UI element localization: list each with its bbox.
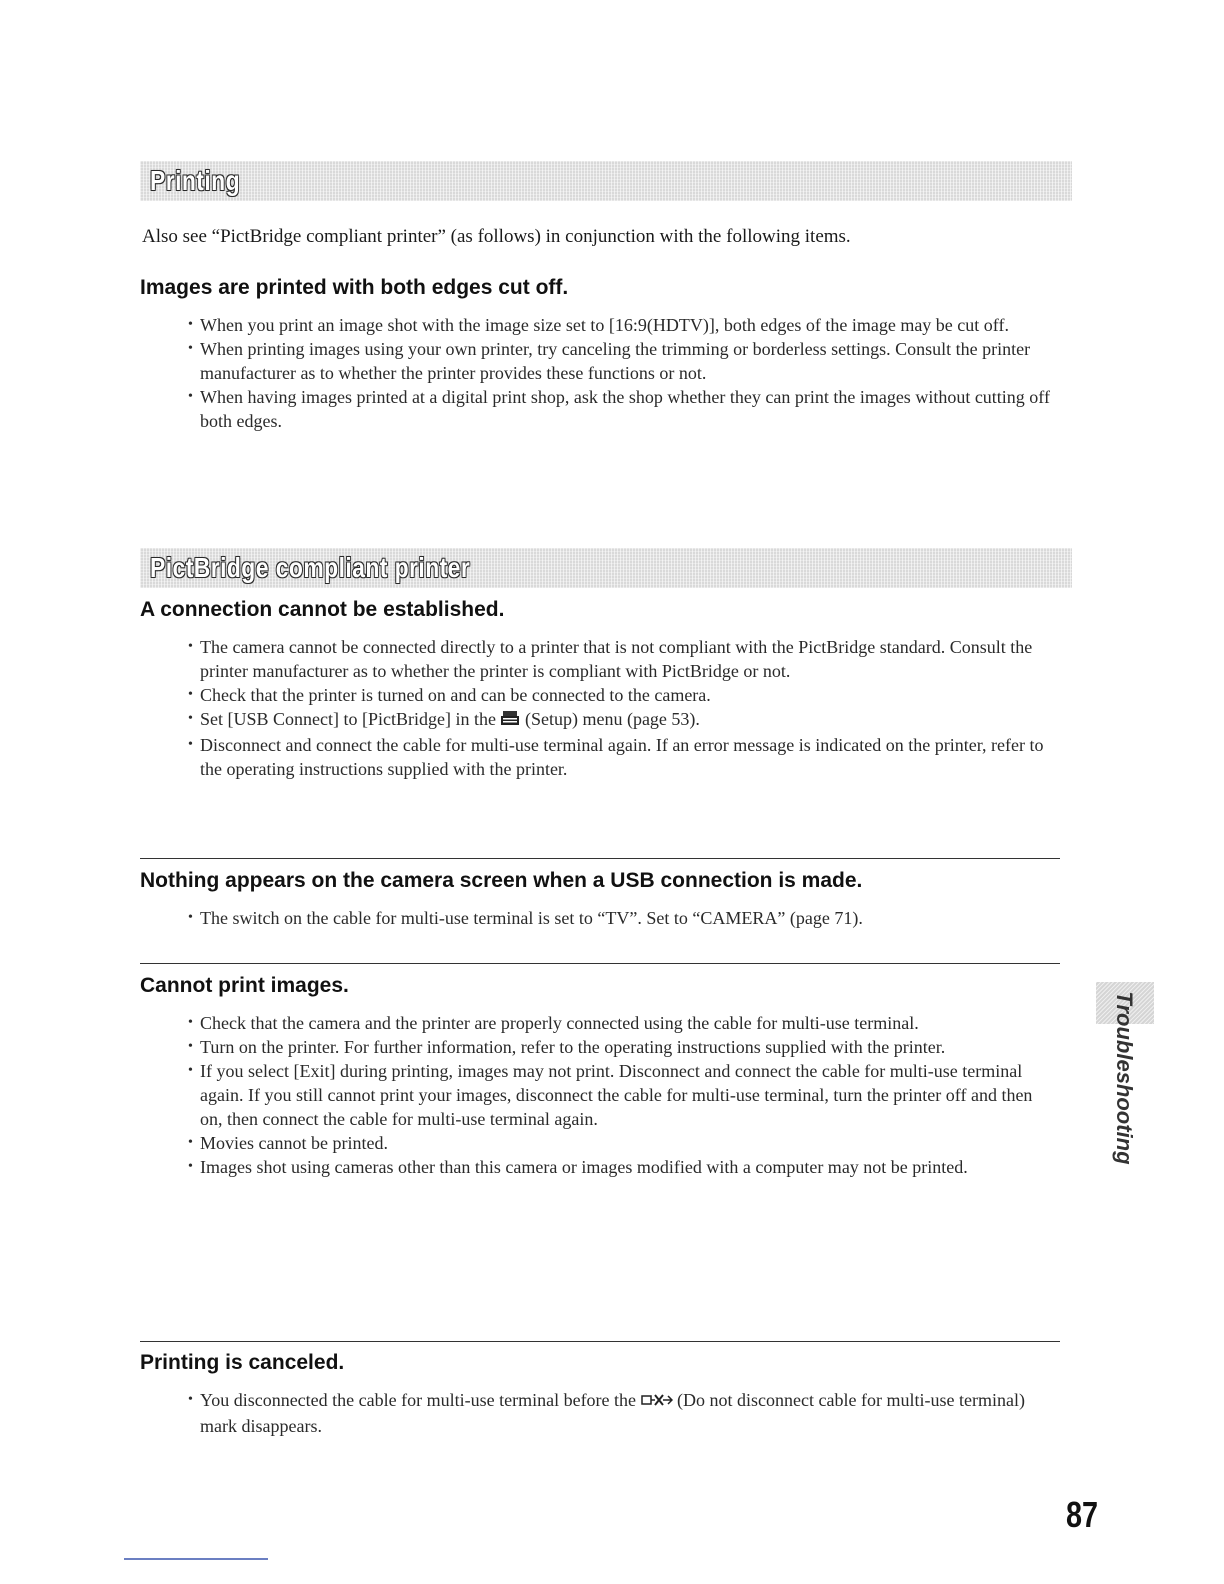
list-item [188,1388,1058,1438]
list-item: • Check that the camera and the printer are properly connected using the cable for multi-use terminal. [188,1011,1058,1035]
list-item: • When having images printed at a digital print shop, ask the shop whether they can print the images without cutting off both edges. [188,385,1058,433]
list-item: • The switch on the cable for multi-use terminal is set to “TV”. Set to “CAMERA” (page 71). [188,906,1058,930]
list-item: • Turn on the printer. For further information, refer to the operating instructions supplied with the printer. [188,1035,1058,1059]
divider [140,858,1060,859]
do-not-disconnect-icon [641,1390,673,1414]
section-banner-printing [140,161,1072,201]
footer-line [124,1558,268,1560]
divider [140,1341,1060,1342]
bullet-list-edges-cut-off [188,313,1058,433]
list-item: • If you select [Exit] during printing, images may not print. Disconnect and connect the cable for multi-use terminal again. If you still cannot print your images, disconnect the cable for multi-use terminal, turn the printer off and then on, then connect the cable for multi-use terminal again. [188,1059,1058,1131]
divider [140,963,1060,964]
list-item: • When printing images using your own printer, try canceling the trimming or borderless settings. Consult the printer manufacturer as to whether the printer provides these functions or not. [188,337,1058,385]
side-tab-label: Troubleshooting [1112,991,1137,1165]
list-item: • Disconnect and connect the cable for multi-use terminal again. If an error message is indicated on the printer, refer to the operating instructions supplied with the printer. [188,733,1058,781]
setup-bullet-text-after: (Setup) menu (page 53). [524,709,700,729]
heading-connection-failed: A connection cannot be established. [140,598,505,621]
list-item: • Images shot using cameras other than this camera or images modified with a computer may not be printed. [188,1155,1058,1179]
list-item: • Check that the printer is turned on and can be connected to the camera. [188,683,1058,707]
list-item: • Movies cannot be printed. [188,1131,1058,1155]
heading-no-usb-display: Nothing appears on the camera screen when a USB connection is made. [140,869,863,892]
heading-printing-canceled: Printing is canceled. [140,1351,345,1374]
canceled-bullet-text-before: You disconnected the cable for multi-use terminal before the [200,1390,637,1410]
heading-edges-cut-off: Images are printed with both edges cut off. [140,276,569,299]
setup-toolbox-icon [500,709,520,733]
list-item: • When you print an image shot with the image size set to [16:9(HDTV)], both edges of the image may be cut off. [188,313,1058,337]
bullet-list-connection-failed [188,635,1058,781]
list-item: • The camera cannot be connected directly to a printer that is not compliant with the PictBridge standard. Consult the printer manufacturer as to whether the printer is compliant with PictBridge or not. [188,635,1058,683]
setup-bullet-text-before: Set [USB Connect] to [PictBridge] in the [200,709,496,729]
section-title-pictbridge: PictBridge compliant printer [150,552,471,583]
page-number: 87 [1066,1494,1099,1535]
canceled-bullet-text-after: (Do not disconnect cable for multi-use terminal) mark disappears. [200,1390,1025,1436]
bullet-list-printing-canceled [188,1388,1058,1438]
section-title-printing: Printing [150,165,241,196]
list-item [188,707,1058,733]
heading-cannot-print: Cannot print images. [140,974,349,997]
bullet-list-no-usb-display [188,906,1058,930]
intro-text: Also see “PictBridge compliant printer” (as follows) in conjunction with the following items. [142,226,851,247]
section-banner-pictbridge [140,548,1072,588]
bullet-list-cannot-print [188,1011,1058,1179]
